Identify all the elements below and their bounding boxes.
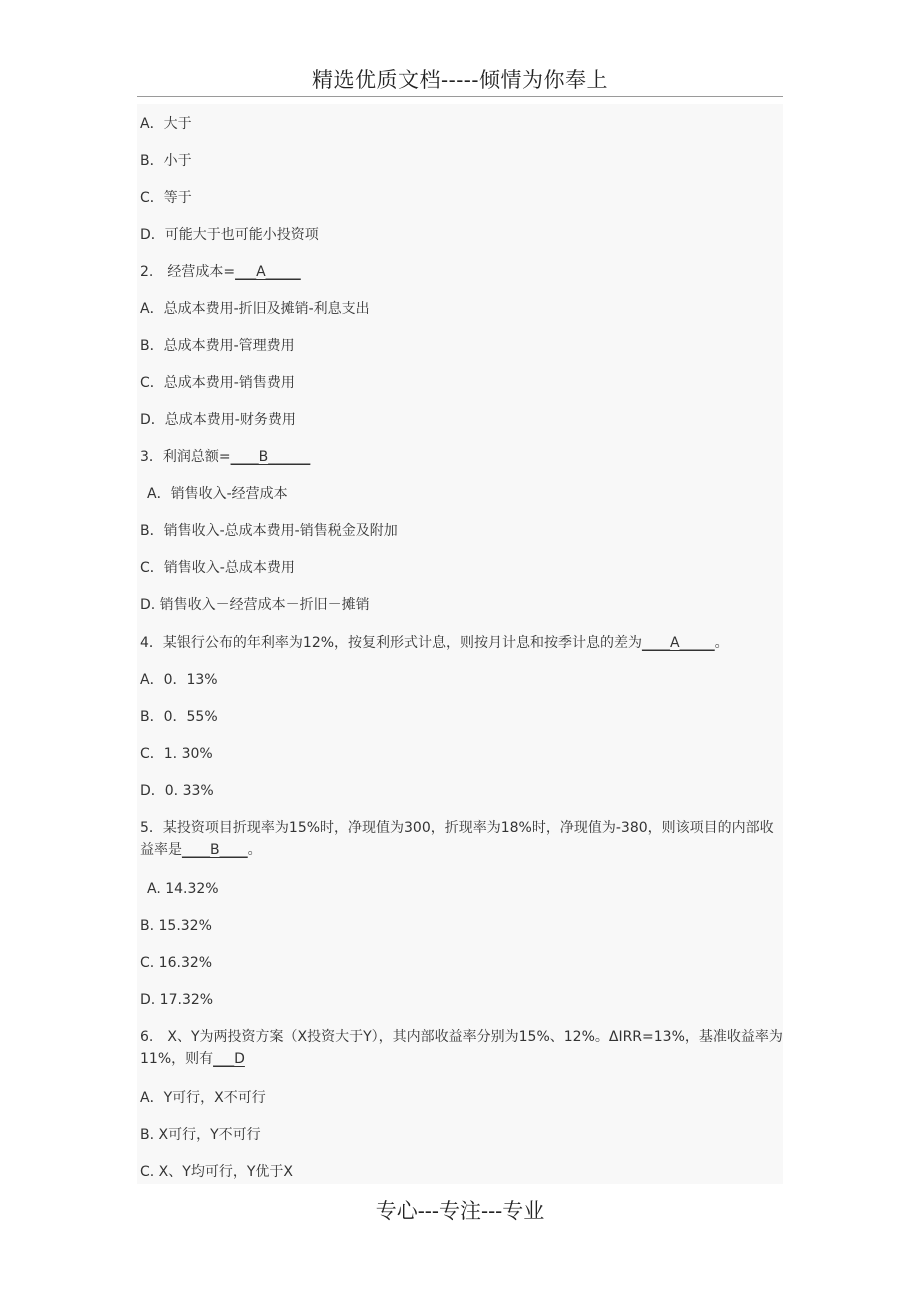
q2-option-a: A．总成本费用-折旧及摊销-利息支出 <box>140 301 370 317</box>
q1-option-d: D．可能大于也可能小投资项 <box>140 227 319 243</box>
q2-option-b: B．总成本费用-管理费用 <box>140 338 295 354</box>
q4-option-c: C．1. 30% <box>140 746 213 762</box>
q2-answer: ___A_____ <box>235 264 301 280</box>
page-header: 精选优质文档-----倾情为你奉上 <box>312 68 608 92</box>
q1-option-b: B．小于 <box>140 153 192 169</box>
q5-stem-tail: 。 <box>247 842 262 858</box>
header-divider <box>137 96 783 97</box>
q3-option-b: B．销售收入-总成本费用-销售税金及附加 <box>140 523 398 539</box>
q4-stem-text: 4．某银行公布的年利率为12%，按复利形式计息，则按月计息和按季计息的差为 <box>140 635 643 651</box>
q4-option-b: B．0．55% <box>140 709 218 725</box>
q1-option-a: A．大于 <box>140 116 192 132</box>
q2-stem <box>140 261 301 283</box>
q5-option-d: D. 17.32% <box>140 992 214 1008</box>
q4-option-a: A．0．13% <box>140 672 218 688</box>
q4-answer: ____A_____ <box>642 635 715 651</box>
q2-option-c: C．总成本费用-销售费用 <box>140 375 295 391</box>
q3-answer: ____B______ <box>230 449 311 465</box>
q4-option-d: D．0. 33% <box>140 783 214 799</box>
q6-stem-text: 6. X、Y为两投资方案（X投资大于Y），其内部收益率分别为15%、12%。ΔIRR=13%，基准收益率为11%，则有 <box>140 1029 783 1067</box>
q5-option-a: A. 14.32% <box>147 881 219 897</box>
q5-option-b: B. 15.32% <box>140 918 212 934</box>
q2-stem-text: 2. 经营成本= <box>140 264 236 280</box>
q3-option-d: D. 销售收入－经营成本－折旧－摊销 <box>140 597 370 613</box>
q2-option-d: D．总成本费用-财务费用 <box>140 412 296 428</box>
q5-stem <box>140 817 785 861</box>
q6-option-c: C. X、Y均可行，Y优于X <box>140 1164 293 1180</box>
q5-option-c: C. 16.32% <box>140 955 213 971</box>
question-content <box>137 104 783 1184</box>
q6-option-b: B. X可行，Y不可行 <box>140 1127 261 1143</box>
q3-stem <box>140 446 310 468</box>
q6-answer: ___D <box>213 1051 245 1067</box>
q5-answer: ____B____ <box>182 842 248 858</box>
q1-option-c: C．等于 <box>140 190 192 206</box>
q3-stem-text: 3．利润总额= <box>140 449 231 465</box>
q5-stem-text: 5．某投资项目折现率为15%时，净现值为300，折现率为18%时，净现值为-380，则该项目的内部收益率是 <box>140 820 774 858</box>
q6-option-a: A．Y可行，X不可行 <box>140 1090 266 1106</box>
q3-option-a: A．销售收入-经营成本 <box>147 486 288 502</box>
q6-stem <box>140 1026 785 1070</box>
q4-stem-tail: 。 <box>714 635 729 651</box>
q3-option-c: C．销售收入-总成本费用 <box>140 560 295 576</box>
q4-stem <box>140 632 729 654</box>
page-footer: 专心---专注---专业 <box>375 1199 545 1223</box>
